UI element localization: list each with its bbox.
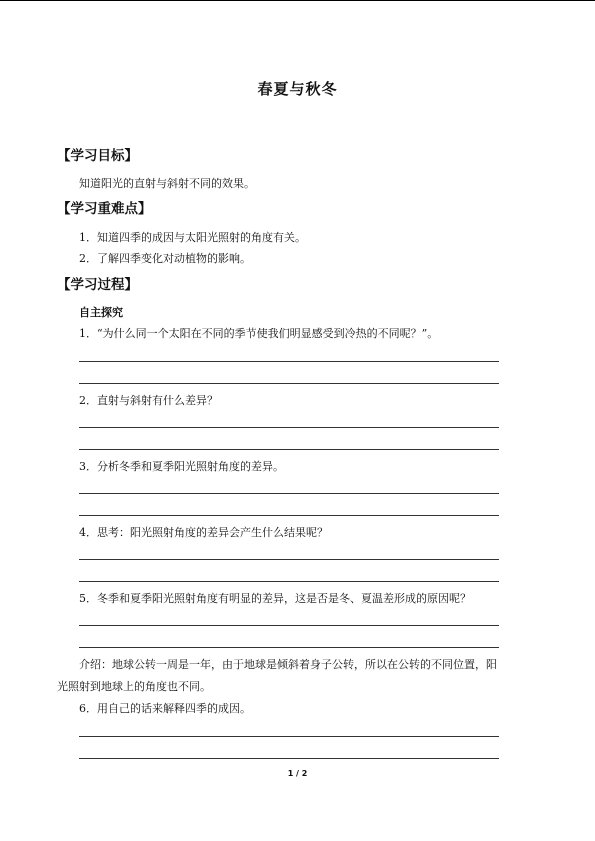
subheading-self-study: 自主探究	[79, 306, 123, 319]
key-point-2: 2．了解四季变化对动植物的影响。	[79, 252, 251, 265]
section-heading-process: 【学习过程】	[57, 277, 138, 293]
answer-line[interactable]	[79, 559, 499, 560]
section-heading-goals: 【学习目标】	[57, 148, 138, 164]
goals-text: 知道阳光的直射与斜射不同的效果。	[79, 177, 255, 190]
answer-line[interactable]	[79, 361, 499, 362]
question-3: 3．分析冬季和夏季阳光照射角度的差异。	[79, 460, 284, 473]
answer-line[interactable]	[79, 625, 499, 626]
answer-line[interactable]	[79, 449, 499, 450]
page-title: 春夏与秋冬	[257, 80, 338, 98]
question-1: 1．“为什么同一个太阳在不同的季节使我们明显感受到冷热的不同呢？”。	[79, 327, 439, 340]
intro-line-2: 光照射到地球上的角度也不同。	[57, 680, 211, 693]
page-number: 1 / 2	[287, 769, 308, 778]
answer-line[interactable]	[79, 758, 499, 759]
answer-line[interactable]	[79, 427, 499, 428]
answer-line[interactable]	[79, 515, 499, 516]
answer-line[interactable]	[79, 493, 499, 494]
answer-line[interactable]	[79, 383, 499, 384]
answer-line[interactable]	[79, 581, 499, 582]
intro-line-1: 介绍：地球公转一周是一年，由于地球是倾斜着身子公转，所以在公转的不同位置，阳	[79, 658, 497, 671]
section-heading-key-points: 【学习重难点】	[57, 201, 152, 217]
question-2: 2．直射与斜射有什么差异？	[79, 394, 218, 407]
answer-line[interactable]	[79, 647, 499, 648]
question-4: 4．思考：阳光照射角度的差异会产生什么结果呢？	[79, 526, 328, 539]
answer-line[interactable]	[79, 736, 499, 737]
question-6: 6．用自己的话来解释四季的成因。	[79, 702, 251, 715]
top-rule	[0, 0, 595, 1]
question-5: 5．冬季和夏季阳光照射角度有明显的差异，这是否是冬、夏温差形成的原因呢？	[79, 592, 471, 605]
key-point-1: 1．知道四季的成因与太阳光照射的角度有关。	[79, 231, 306, 244]
